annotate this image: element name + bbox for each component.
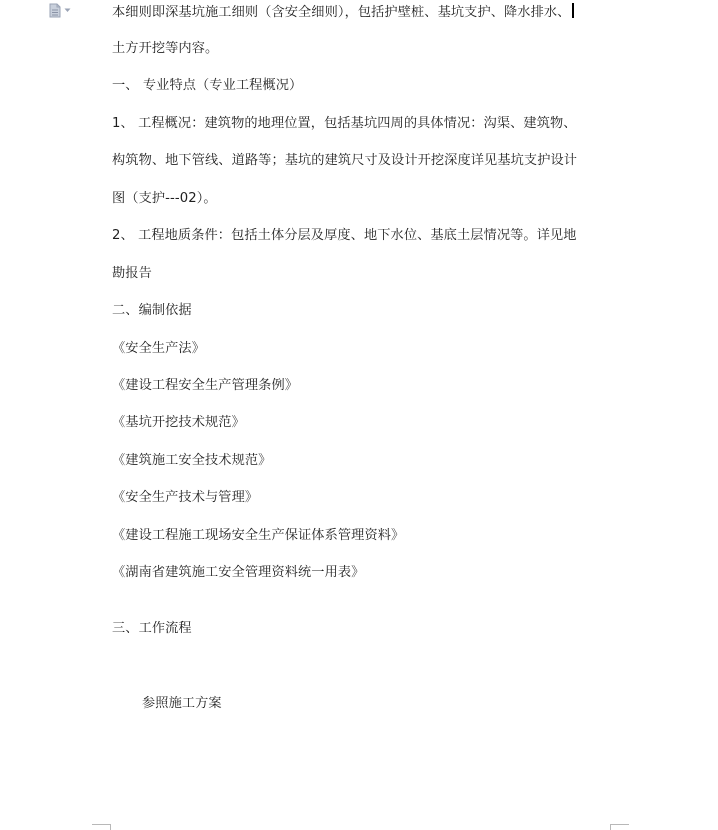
reference-item-4: 《建筑施工安全技术规范》 <box>112 453 272 468</box>
reference-item-2: 《建设工程安全生产管理条例》 <box>112 378 299 393</box>
document-icon <box>49 3 61 18</box>
section-heading-3: 三、工作流程 <box>112 621 192 636</box>
line-text: 本细则即深基坑施工细则（含安全细则），包括护壁桩、基坑支护、降水排水、 <box>112 5 571 20</box>
reference-item-5: 《安全生产技术与管理》 <box>112 490 259 505</box>
reference-item-3: 《基坑开挖技术规范》 <box>112 415 245 430</box>
paragraph-line-7: 勘报告 <box>112 266 152 281</box>
paragraph-line-1 <box>112 3 574 22</box>
paragraph-line-2: 土方开挖等内容。 <box>112 41 219 56</box>
text-cursor <box>572 3 574 18</box>
document-menu[interactable] <box>49 2 75 18</box>
paragraph-line-5: 图（支护---02）。 <box>112 191 217 206</box>
section-heading-1: 一、 专业特点（专业工程概况） <box>112 78 303 93</box>
paragraph-line-6: 2、 工程地质条件：包括土体分层及厚度、地下水位、基底土层情况等。详见地 <box>112 228 577 243</box>
page-margin-mark-left <box>92 824 111 830</box>
section-heading-2: 二、编制依据 <box>112 303 192 318</box>
reference-item-6: 《建设工程施工现场安全生产保证体系管理资料》 <box>112 528 405 543</box>
paragraph-line-4: 构筑物、地下管线、道路等；基坑的建筑尺寸及设计开挖深度详见基坑支护设计 <box>112 153 578 168</box>
reference-item-1: 《安全生产法》 <box>112 341 206 356</box>
chevron-down-icon <box>64 8 71 13</box>
paragraph-line-8: 参照施工方案 <box>142 696 222 711</box>
page-margin-mark-right <box>610 824 629 830</box>
paragraph-line-3: 1、 工程概况：建筑物的地理位置，包括基坑四周的具体情况：沟渠、建筑物、 <box>112 116 577 131</box>
reference-item-7: 《湖南省建筑施工安全管理资料统一用表》 <box>112 565 365 580</box>
